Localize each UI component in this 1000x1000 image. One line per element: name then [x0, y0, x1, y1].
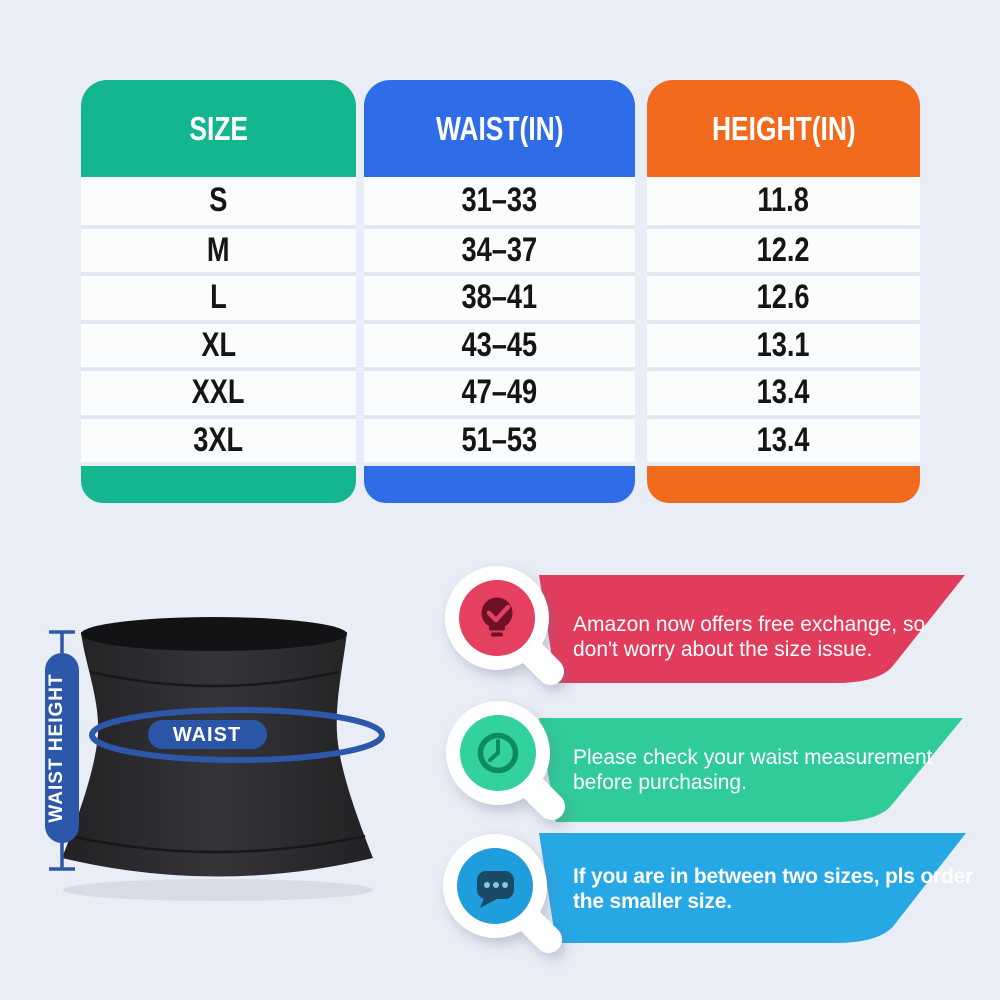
table-cell — [647, 177, 920, 225]
waist-trainer-opening — [81, 617, 347, 651]
cell-text: 47–49 — [461, 373, 538, 412]
callout-between-sizes — [539, 833, 974, 943]
size-column-body — [81, 177, 356, 462]
table-cell — [647, 367, 920, 415]
magnifier-badge — [441, 562, 573, 694]
waist-height-label: WAIST HEIGHT — [46, 673, 67, 823]
waist-column — [364, 80, 635, 503]
cell-text: 12.6 — [757, 278, 810, 317]
size-column — [81, 80, 356, 503]
table-cell — [647, 320, 920, 368]
cell-text: 34–37 — [461, 230, 538, 269]
table-cell — [364, 415, 635, 463]
column-header-label: WAIST(IN) — [435, 109, 564, 147]
callout-line2: don't worry about the size issue. — [573, 638, 873, 661]
table-cell — [81, 177, 356, 225]
table-cell — [364, 177, 635, 225]
cell-text: 31–33 — [461, 181, 538, 220]
callout-measure — [539, 718, 963, 822]
cell-text: 13.4 — [757, 373, 810, 412]
cell-text: XL — [201, 325, 236, 364]
cell-text: 3XL — [193, 420, 244, 459]
magnifier-badge — [439, 830, 571, 962]
waist-column-body — [364, 177, 635, 462]
height-column-body — [647, 177, 920, 462]
cell-text: 13.4 — [757, 420, 810, 459]
cell-text: 11.8 — [757, 181, 810, 220]
column-header-label: HEIGHT(IN) — [711, 109, 856, 147]
column-header-waist — [364, 80, 635, 177]
callout-text — [573, 612, 925, 662]
table-cell — [81, 272, 356, 320]
column-header-label: SIZE — [189, 109, 248, 147]
table-cell — [364, 225, 635, 273]
column-header-size — [81, 80, 356, 177]
table-cell — [364, 272, 635, 320]
waist-trainer-diagram — [0, 580, 440, 1000]
callout-line1: If you are in between two sizes, pls order — [573, 865, 974, 888]
column-footer-bar — [364, 466, 635, 503]
cell-text: S — [209, 181, 228, 220]
callout-line1: Please check your waist measurement — [573, 746, 933, 769]
table-cell — [81, 415, 356, 463]
cell-text: 38–41 — [461, 278, 538, 317]
column-footer-bar — [81, 466, 356, 503]
cell-text: XXL — [192, 373, 245, 412]
cell-text: 43–45 — [461, 325, 538, 364]
cell-text: 13.1 — [757, 325, 810, 364]
cell-text: 51–53 — [461, 420, 538, 459]
height-column — [647, 80, 920, 503]
table-cell — [81, 225, 356, 273]
column-footer-bar — [647, 466, 920, 503]
table-cell — [647, 225, 920, 273]
magnifier-badge — [442, 697, 574, 829]
callout-text — [573, 864, 973, 914]
waist-label: WAIST — [172, 724, 242, 746]
callout-line2: the smaller size. — [573, 890, 732, 913]
callout-text — [573, 745, 933, 795]
table-cell — [81, 367, 356, 415]
table-cell — [647, 272, 920, 320]
cell-text: 12.2 — [757, 230, 810, 269]
callout-line1: Amazon now offers free exchange, so — [573, 613, 926, 636]
column-header-height — [647, 80, 920, 177]
table-cell — [647, 415, 920, 463]
table-cell — [81, 320, 356, 368]
cell-text: M — [207, 230, 230, 269]
callout-line2: before purchasing. — [573, 771, 747, 794]
cell-text: L — [210, 278, 227, 317]
table-cell — [364, 320, 635, 368]
callout-exchange — [539, 575, 965, 683]
table-cell — [364, 367, 635, 415]
ground-shadow — [63, 879, 373, 901]
